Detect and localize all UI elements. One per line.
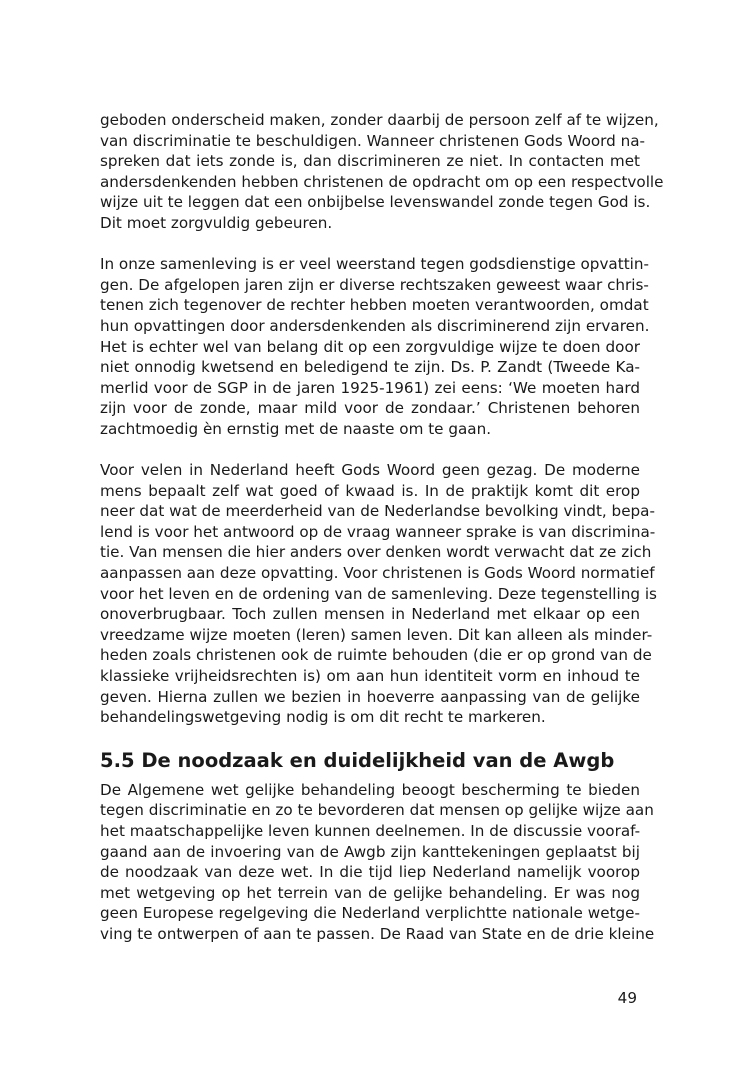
text-line: van discriminatie te beschuldigen. Wanneer christenen Gods Woord na- <box>100 131 646 150</box>
text-line: geen Europese regelgeving die Nederland verplichtte nationale wetge- <box>100 904 640 923</box>
text-line: geboden onderscheid maken, zonder daarbij de persoon zelf af te wijzen, <box>100 111 659 129</box>
text-line: spreken dat iets zonde is, dan discrimineren ze niet. In contacten met <box>100 152 640 171</box>
text-line: geven. Hierna zullen we bezien in hoeverre aanpassing van de gelijke <box>100 687 640 706</box>
body-paragraph <box>100 460 657 728</box>
text-line: voor het leven en de ordening van de samenleving. Deze tegenstelling is <box>100 584 657 603</box>
text-line: andersdenkenden hebben christenen de opdracht om op een respectvolle <box>100 172 664 191</box>
text-line: heden zoals christenen ook de ruimte behouden (die er op grond van de <box>100 646 652 665</box>
body-paragraph <box>100 110 664 234</box>
text-line: hun opvattingen door andersdenkenden als discriminerend zijn ervaren. <box>100 316 650 335</box>
section-heading: 5.5 De noodzaak en duidelijkheid van de Awgb <box>100 748 615 772</box>
text-line: merlid voor de SGP in de jaren 1925-1961) zei eens: ‘We moeten hard <box>100 378 640 397</box>
text-line: niet onnodig kwetsend en beledigend te zijn. Ds. P. Zandt (Tweede Ka- <box>100 358 640 377</box>
text-line: klassieke vrijheidsrechten is) om aan hun identiteit vorm en inhoud te <box>100 667 640 686</box>
text-line: Voor velen in Nederland heeft Gods Woord geen gezag. De moderne <box>100 461 640 480</box>
text-line: Het is echter wel van belang dit op een zorgvuldige wijze te doen door <box>100 337 640 356</box>
text-line: zachtmoedig èn ernstig met de naaste om te gaan. <box>100 419 492 438</box>
text-line: tie. Van mensen die hier anders over denken wordt verwacht dat ze zich <box>100 543 652 562</box>
text-line: met wetgeving op het terrein van de gelijke behandeling. Er was nog <box>100 883 640 902</box>
text-line: de noodzaak van deze wet. In die tijd liep Nederland namelijk voorop <box>100 863 640 882</box>
text-line: Dit moet zorgvuldig gebeuren. <box>100 213 333 232</box>
paragraphs <box>100 110 664 728</box>
text-line: De Algemene wet gelijke behandeling beoogt bescherming te bieden <box>100 780 640 799</box>
text-line: gaand aan de invoering van de Awgb zijn kanttekeningen geplaatst bij <box>100 842 640 861</box>
text-line: vreedzame wijze moeten (leren) samen leven. Dit kan alleen als minder- <box>100 625 653 644</box>
text-line: tenen zich tegenover de rechter hebben moeten verantwoorden, omdat <box>100 296 649 315</box>
body-paragraph <box>100 254 650 439</box>
page-body <box>100 110 664 945</box>
paragraph-gap <box>100 234 640 255</box>
text-line: gen. De afgelopen jaren zijn er diverse rechtszaken geweest waar chris- <box>100 275 649 294</box>
text-line: ving te ontwerpen of aan te passen. De Raad van State en de drie kleine <box>100 924 655 943</box>
text-line: behandelingswetgeving nodig is om dit recht te markeren. <box>100 708 546 727</box>
text-line: het maatschappelijke leven kunnen deelnemen. In de discussie vooraf- <box>100 822 641 840</box>
text-line: In onze samenleving is er veel weerstand tegen godsdienstige opvattin- <box>100 255 649 274</box>
text-line: lend is voor het antwoord op de vraag wanneer sprake is van discrimina- <box>100 522 656 541</box>
text-line: onoverbrugbaar. Toch zullen mensen in Nederland met elkaar op een <box>100 605 640 624</box>
section-paragraph <box>100 780 655 945</box>
text-line: neer dat wat de meerderheid van de Nederlandse bevolking vindt, bepa- <box>100 502 655 521</box>
text-line: wijze uit te leggen dat een onbijbelse levenswandel zonde tegen God is. <box>100 193 651 212</box>
page-number: 49 <box>617 989 637 1007</box>
text-line: aanpassen aan deze opvatting. Voor christenen is Gods Woord normatief <box>100 564 655 583</box>
paragraph-gap <box>100 440 640 461</box>
text-line: tegen discriminatie en zo te bevorderen dat mensen op gelijke wijze aan <box>100 801 654 820</box>
text-line: zijn voor de zonde, maar mild voor de zondaar.’ Christenen behoren <box>100 399 640 418</box>
text-line: mens bepaalt zelf wat goed of kwaad is. In de praktijk komt dit erop <box>100 481 640 500</box>
